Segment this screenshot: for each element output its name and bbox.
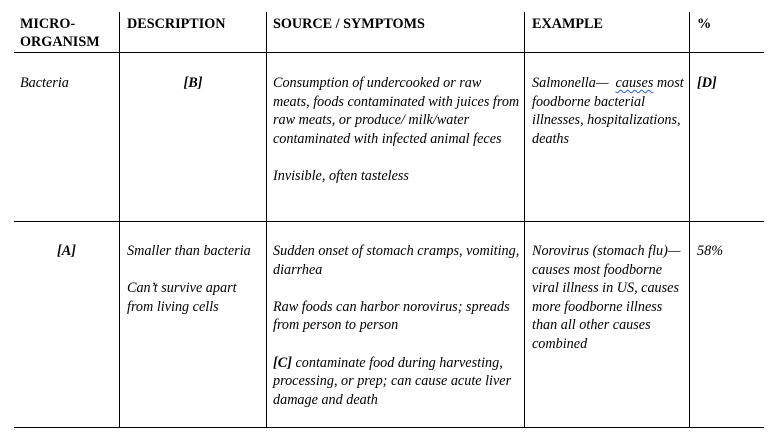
header-microorganism-line2: ORGANISM xyxy=(20,34,100,50)
column-divider-2 xyxy=(266,12,267,428)
row2-source-blank-rest: contaminate food during harvesting, processing, or prep; can cause acute liver damage and death xyxy=(273,354,512,408)
row2-description xyxy=(127,242,263,316)
row1-source-paragraph-2: Invisible, often tasteless xyxy=(273,167,409,184)
row2-example: Norovirus (stomach flu)—causes most foodborne viral illness in US, causes more foodborne illness than all other causes combined xyxy=(532,243,681,352)
row2-description-paragraph-2: Can’t survive apart from living cells xyxy=(127,280,237,315)
row2-source-paragraph-1: Sudden onset of stomach cramps, vomiting, diarrhea xyxy=(273,243,520,278)
header-percent: % xyxy=(697,16,712,32)
header-source-symptoms: SOURCE / SYMPTOMS xyxy=(273,16,425,32)
column-divider-3 xyxy=(524,12,525,428)
row1-example-lead: Salmonella— xyxy=(532,75,609,91)
bottom-rule xyxy=(14,427,764,428)
row1-example xyxy=(532,74,686,148)
column-divider-4 xyxy=(689,12,690,428)
row2-description-paragraph-1: Smaller than bacteria xyxy=(127,243,251,259)
header-rule xyxy=(14,52,764,53)
row1-source-paragraph-1: Consumption of undercooked or raw meats, foods contaminated with juices from raw meats, or produce/ milk/water contaminated with infected animal feces xyxy=(273,75,520,147)
row2-source-paragraph-2: Raw foods can harbor norovirus; spreads from person to person xyxy=(273,298,510,334)
header-microorganism-line1: MICRO- xyxy=(20,16,76,32)
header-microorganism xyxy=(20,15,116,51)
row1-example-flagged-word: causes xyxy=(615,75,654,91)
row1-source-symptoms xyxy=(273,74,521,186)
header-description: DESCRIPTION xyxy=(127,16,226,32)
row2-source-blank: [C] xyxy=(273,354,292,371)
row2-microorganism-blank: [A] xyxy=(57,243,76,259)
row2-percent: 58% xyxy=(697,243,724,259)
micro-organism-table xyxy=(14,12,764,428)
row2-source-symptoms xyxy=(273,242,521,409)
row1-percent-blank: [D] xyxy=(697,75,717,91)
row1-microorganism: Bacteria xyxy=(20,75,69,91)
row1-description-blank: [B] xyxy=(183,75,203,91)
row1-example-rest: most foodborne bacterial illnesses, hospitalizations, deaths xyxy=(532,75,684,147)
row-divider xyxy=(14,221,764,222)
header-example: EXAMPLE xyxy=(532,16,603,32)
row2-source-paragraph-3 xyxy=(273,354,521,410)
